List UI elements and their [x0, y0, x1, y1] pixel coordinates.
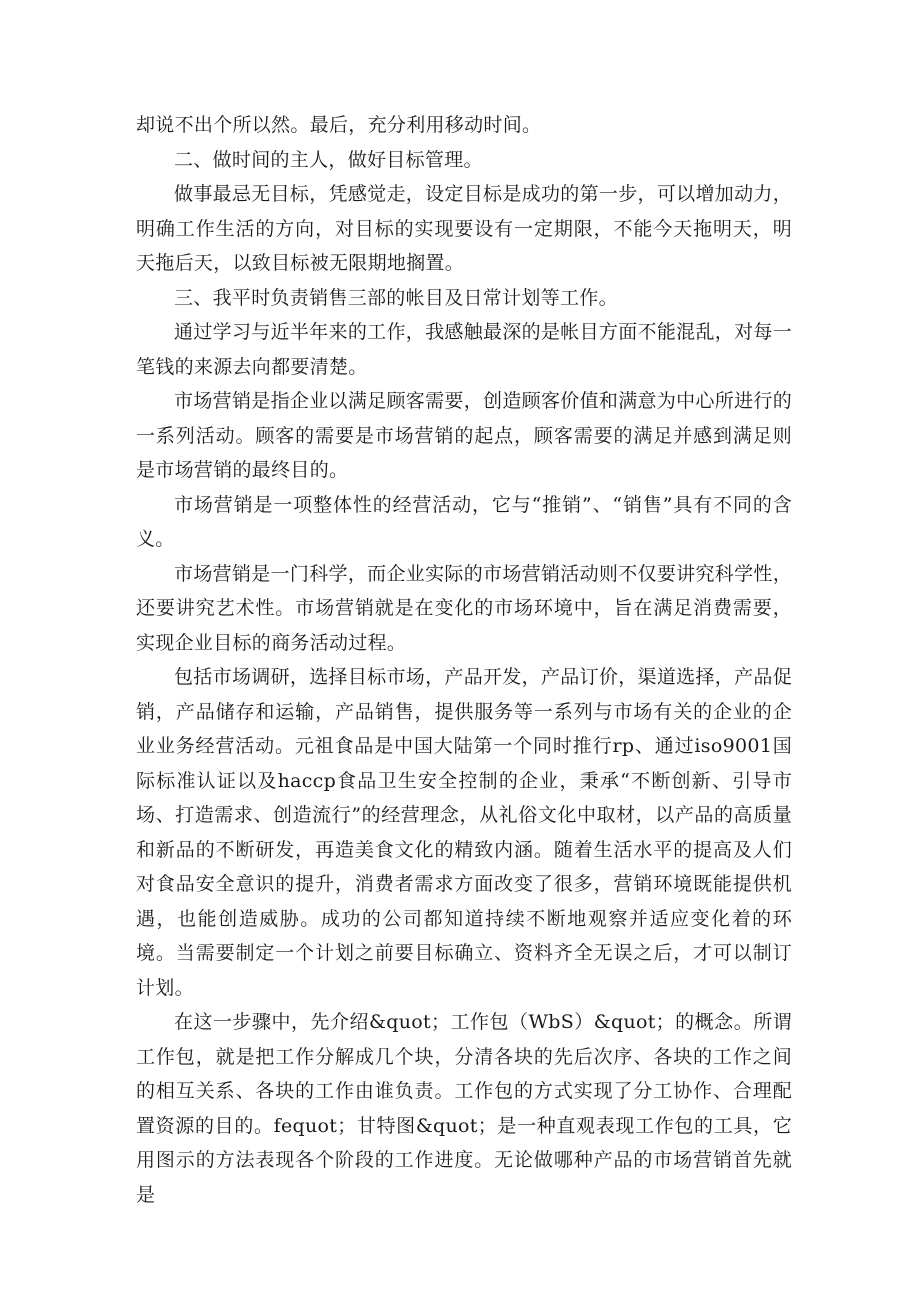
paragraph-6: 市场营销是指企业以满足顾客需要，创造顾客价值和满意为中心所进行的一系列活动。顾客的需要是市场营销的起点，顾客需要的满足并感到满足则是市场营销的最终目的。 [136, 390, 792, 481]
paragraph-3: 做事最忌无目标，凭感觉走，设定目标是成功的第一步，可以增加动力，明确工作生活的方向，对目标的实现要设有一定期限，不能今天拖明天，明天拖后天，以致目标被无限期地搁置。 [136, 183, 792, 274]
section-heading-3: 三、我平时负责销售三部的帐目及日常计划等工作。 [174, 286, 618, 309]
section-heading-2: 二、做时间的主人，做好目标管理。 [174, 148, 483, 171]
paragraph-8: 市场营销是一门科学，而企业实际的市场营销活动则不仅要讲究科学性，还要讲究艺术性。市场营销就是在变化的市场环境中，旨在满足消费需要，实现企业目标的商务活动过程。 [136, 562, 792, 654]
document-body [136, 108, 792, 1212]
paragraph-9: 包括市场调研，选择目标市场，产品开发，产品订价，渠道选择，产品促销，产品储存和运输，产品销售，提供服务等一系列与市场有关的企业的企业业务经营活动。元祖食品是中国大陆第一个同时推行rp、通过iso9001国际标准认证以及haccp食品卫生安全控制的企业，秉承“不断创新、引导市场、打造需求、创造流行”的经营理念，从礼俗文化中取材，以产品的高质量和新品的不断研发，再造美食文化的精致内涵。随着生活水平的提高及人们对食品安全意识的提升，消费者需求方面改变了很多，营销环境既能提供机遇，也能创造威胁。成功的公司都知道持续不断地观察并适应变化着的环境。当需要制定一个计划之前要目标确立、资料齐全无误之后，才可以制订计划。 [136, 666, 792, 999]
paragraph-1: 却说不出个所以然。最后，充分利用移动时间。 [136, 114, 542, 136]
paragraph-10: 在这一步骤中，先介绍&quot；工作包（WbS）&quot；的概念。所谓工作包，就是把工作分解成几个块，分清各块的先后次序、各块的工作之间的相互关系、各块的工作由谁负责。工作包的方式实现了分工协作、合理配置资源的目的。fequot；甘特图&quot；是一种直观表现工作包的工具，它用图示的方法表现各个阶段的工作进度。无论做哪种产品的市场营销首先就是 [136, 1011, 792, 1206]
paragraph-7: 市场营销是一项整体性的经营活动，它与“推销”、“销售”具有不同的含义。 [136, 493, 792, 550]
paragraph-5: 通过学习与近半年来的工作，我感触最深的是帐目方面不能混乱，对每一笔钱的来源去向都要清楚。 [136, 321, 792, 378]
